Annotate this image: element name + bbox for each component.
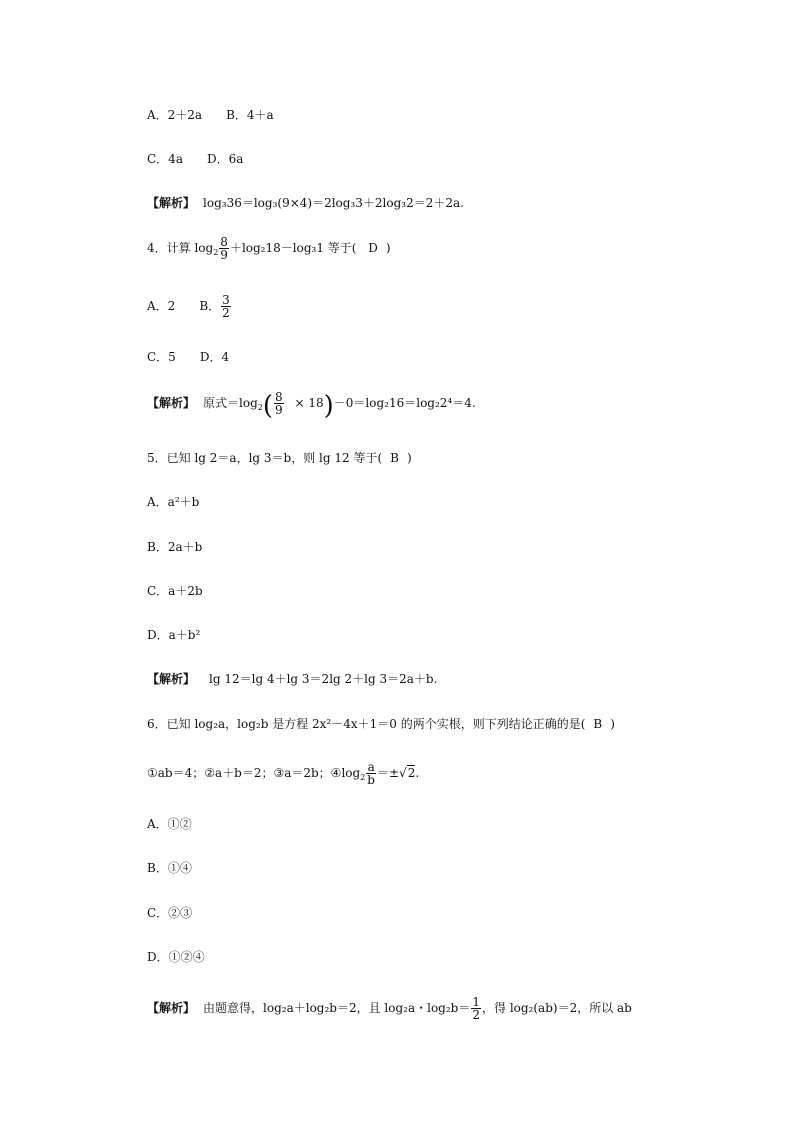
q4-stem-mid: ＋log₂18－log₃1 等于( bbox=[229, 241, 357, 255]
q5-stem bbox=[147, 449, 412, 466]
q4-solution-times: × 18 bbox=[294, 396, 324, 410]
q5-close-paren: ) bbox=[406, 451, 412, 465]
q5-stem-text: 5．已知 lg 2＝a，lg 3＝b，则 lg 12 等于( bbox=[147, 451, 383, 465]
q5-option-b: B．2a＋b bbox=[147, 540, 203, 554]
sqrt-icon: √ bbox=[399, 766, 407, 780]
q4-options-row-2 bbox=[147, 348, 229, 365]
q4-frac-num: 8 bbox=[220, 235, 228, 249]
q3-option-c: C．4a bbox=[147, 152, 183, 166]
q4-option-a: A．2 bbox=[147, 299, 176, 313]
q4-log-base: 2 bbox=[213, 248, 219, 257]
q4-stem-prefix: 4．计算 log bbox=[147, 241, 214, 255]
q6-conditions bbox=[147, 761, 419, 786]
q6-conditions-fraction bbox=[366, 761, 376, 786]
q3-solution-tag: 【解析】 bbox=[147, 196, 196, 210]
q3-option-b: B．4＋a bbox=[226, 108, 274, 122]
q3-options-row-1 bbox=[147, 106, 274, 123]
q6-solution bbox=[147, 996, 632, 1021]
q4-solution-fraction bbox=[274, 391, 284, 416]
q6-conditions-base: 2 bbox=[360, 773, 366, 782]
q6-option-d: D．①②④ bbox=[147, 950, 205, 964]
q4-solution-tag: 【解析】 bbox=[147, 396, 196, 410]
q4-solution-suffix: －0＝log₂16＝log₂2⁴＝4. bbox=[333, 396, 476, 410]
q3-option-d: D．6a bbox=[206, 152, 244, 166]
q4-frac-den: 9 bbox=[220, 248, 228, 262]
q5-option-a: A．a²＋b bbox=[147, 495, 200, 509]
q4-solution bbox=[147, 391, 476, 421]
q3-options-row-2 bbox=[147, 150, 243, 167]
q6-solution-fraction bbox=[471, 996, 481, 1021]
q5-option-c: C．a＋2b bbox=[147, 584, 203, 598]
q4-option-b-fraction bbox=[221, 294, 231, 319]
q3-option-a: A．2＋2a bbox=[147, 108, 203, 122]
q4-option-d: D．4 bbox=[199, 350, 230, 364]
q6-conditions-prefix: ①ab＝4；②a＋b＝2；③a＝2b；④log bbox=[147, 766, 361, 780]
q5-solution-text: lg 12＝lg 4＋lg 3＝2lg 2＋lg 3＝2a＋b. bbox=[209, 672, 438, 686]
q4-solution-den: 9 bbox=[275, 403, 283, 417]
q6-conditions-end: . bbox=[415, 766, 420, 780]
q6-solution-den: 2 bbox=[472, 1008, 480, 1022]
q6-stem bbox=[147, 715, 615, 732]
q4-solution-num: 8 bbox=[275, 390, 283, 404]
q4-option-b-num: 3 bbox=[222, 293, 230, 307]
q6-conditions-den: b bbox=[367, 773, 375, 787]
q4-solution-base: 2 bbox=[257, 403, 263, 412]
q4-close-paren: ) bbox=[385, 241, 391, 255]
q4-right-paren-icon: ) bbox=[323, 391, 334, 421]
q6-close-paren: ) bbox=[610, 717, 615, 731]
q4-fraction bbox=[219, 236, 229, 261]
q4-option-b-den: 2 bbox=[222, 306, 230, 320]
q6-solution-num: 1 bbox=[472, 995, 480, 1009]
q4-solution-prefix: 原式＝log bbox=[203, 396, 258, 410]
q6-conditions-sqrt-value: 2 bbox=[407, 766, 416, 780]
q5-answer: B bbox=[390, 451, 399, 465]
q6-conditions-num: a bbox=[367, 760, 375, 774]
q5-solution-tag: 【解析】 bbox=[147, 672, 196, 686]
q5-option-d: D．a＋b² bbox=[147, 628, 201, 642]
q4-answer: D bbox=[368, 241, 378, 255]
q5-solution bbox=[147, 670, 437, 687]
q6-option-b: B．①④ bbox=[147, 861, 192, 875]
q6-stem-text: 6．已知 log₂a，log₂b 是方程 2x²－4x＋1＝0 的两个实根，则下列结论正确的是( bbox=[147, 717, 586, 731]
q6-conditions-eq: ＝± bbox=[376, 766, 400, 780]
q4-option-b-prefix: B． bbox=[199, 299, 221, 313]
q4-option-c: C．5 bbox=[147, 350, 176, 364]
q3-solution bbox=[147, 194, 464, 211]
q3-solution-text: log₃36＝log₃(9×4)＝2log₃3＋2log₃2＝2＋2a. bbox=[203, 196, 464, 210]
q4-stem bbox=[147, 236, 391, 261]
q6-solution-suffix: ，得 log₂(ab)＝2，所以 ab bbox=[482, 1001, 632, 1015]
q6-answer: B bbox=[593, 717, 603, 731]
q4-option-b bbox=[199, 293, 231, 320]
q4-options-row-1 bbox=[147, 294, 232, 319]
q6-solution-tag: 【解析】 bbox=[147, 1001, 196, 1015]
q4-left-paren-icon: ( bbox=[262, 391, 274, 421]
q6-option-a: A．①② bbox=[147, 817, 192, 831]
q6-solution-prefix: 由题意得，log₂a＋log₂b＝2，且 log₂a・log₂b＝ bbox=[203, 1001, 471, 1015]
q6-option-c: C．②③ bbox=[147, 906, 193, 920]
